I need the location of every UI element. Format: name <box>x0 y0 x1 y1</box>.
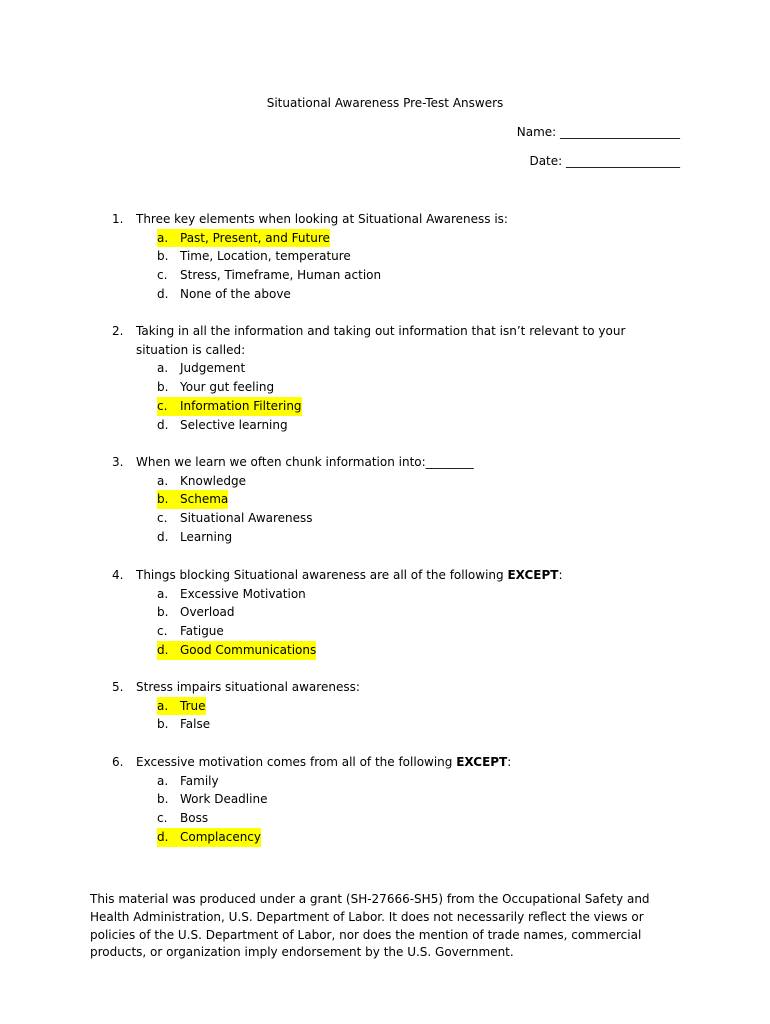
option-letter: c. <box>157 811 168 826</box>
option-letter: b. <box>157 249 169 264</box>
question-2 <box>112 322 672 434</box>
answer-option <box>112 697 672 716</box>
answer-option <box>112 585 672 604</box>
answer-option <box>112 809 672 828</box>
option-text: Work Deadline <box>180 792 268 807</box>
answer-option <box>112 715 672 734</box>
question-text: When we learn we often chunk information into:________ <box>136 455 474 469</box>
question-text-part: : <box>507 755 512 769</box>
option-letter: d. <box>157 641 180 660</box>
question-number: 6. <box>112 755 124 769</box>
answer-option <box>112 266 672 285</box>
option-letter: b. <box>157 380 169 395</box>
answer-option <box>112 416 672 435</box>
option-text: Knowledge <box>180 473 246 488</box>
answer-option <box>112 247 672 266</box>
answer-option <box>112 472 672 491</box>
question-number: 4. <box>112 568 124 582</box>
question-text: Stress impairs situational awareness: <box>136 680 360 694</box>
answer-option <box>112 359 672 378</box>
date-field: Date: ___________________ <box>529 154 680 168</box>
question-number: 3. <box>112 455 124 469</box>
option-text: False <box>180 717 211 732</box>
option-letter: a. <box>157 229 180 248</box>
option-text: Selective learning <box>180 417 288 432</box>
option-letter: d. <box>157 828 180 847</box>
option-text: None of the above <box>180 286 291 301</box>
question-text-part: Things blocking Situational awareness are all of the following <box>136 568 508 582</box>
answer-option <box>112 528 672 547</box>
answer-option <box>112 285 672 304</box>
grant-disclaimer: This material was produced under a grant (SH-27666-SH5) from the Occupational Safety and Health Administration, U.S. Department of Labor. It does not necessarily reflect the views or policies of the U.S. Department of Labor, nor does the mention of trade names, commercial products, or organization imply endorsement by the U.S. Government. <box>90 892 650 960</box>
option-text: Information Filtering <box>180 397 302 416</box>
option-letter: a. <box>157 586 169 601</box>
option-text: Learning <box>180 529 233 544</box>
option-text: Overload <box>180 605 235 620</box>
option-letter: d. <box>157 417 169 432</box>
option-text: Boss <box>180 811 209 826</box>
question-4 <box>112 566 672 660</box>
question-text-part: Excessive motivation comes from all of the following <box>136 755 457 769</box>
option-letter: a. <box>157 473 169 488</box>
option-text: Situational Awareness <box>180 511 313 526</box>
question-text-part: : <box>558 568 563 582</box>
option-text: Good Communications <box>180 641 316 660</box>
option-letter: b. <box>157 490 180 509</box>
question-text <box>136 753 672 772</box>
answer-option <box>112 603 672 622</box>
option-letter: d. <box>157 529 169 544</box>
option-text: Past, Present, and Future <box>180 229 330 248</box>
option-letter: c. <box>157 624 168 639</box>
name-field: Name: ____________________ <box>516 125 680 139</box>
answer-option <box>112 378 672 397</box>
option-text: True <box>180 697 206 716</box>
option-text: Stress, Timeframe, Human action <box>180 268 382 283</box>
option-text: Judgement <box>180 361 246 376</box>
option-text: Complacency <box>180 828 261 847</box>
answer-option <box>112 828 672 847</box>
answer-option <box>112 772 672 791</box>
answer-option <box>112 790 672 809</box>
question-text: Three key elements when looking at Situational Awareness is: <box>136 212 508 226</box>
option-letter: a. <box>157 361 169 376</box>
question-5 <box>112 678 672 734</box>
option-text: Fatigue <box>180 624 224 639</box>
option-text: Family <box>180 773 219 788</box>
question-6 <box>112 753 672 847</box>
option-letter: c. <box>157 268 168 283</box>
question-number: 1. <box>112 212 124 226</box>
option-text: Schema <box>180 490 228 509</box>
question-1 <box>112 210 672 304</box>
question-text <box>136 566 672 585</box>
answer-option <box>112 397 672 416</box>
except-emphasis: EXCEPT <box>507 568 559 582</box>
document-title: Situational Awareness Pre-Test Answers <box>266 96 504 110</box>
option-letter: c. <box>157 511 168 526</box>
answer-option <box>112 641 672 660</box>
option-letter: b. <box>157 792 169 807</box>
option-letter: a. <box>157 773 169 788</box>
option-letter: c. <box>157 397 180 416</box>
answer-option <box>112 229 672 248</box>
question-text: Taking in all the information and taking out information that isn’t relevant to your situation is called: <box>136 324 626 357</box>
answer-option <box>112 490 672 509</box>
question-number: 5. <box>112 680 124 694</box>
except-emphasis: EXCEPT <box>456 755 508 769</box>
option-text: Your gut feeling <box>180 380 275 395</box>
question-number: 2. <box>112 324 124 338</box>
option-text: Time, Location, temperature <box>180 249 351 264</box>
option-letter: d. <box>157 286 169 301</box>
answer-option <box>112 509 672 528</box>
option-letter: b. <box>157 717 169 732</box>
option-letter: b. <box>157 605 169 620</box>
question-3 <box>112 453 672 547</box>
option-letter: a. <box>157 697 180 716</box>
option-text: Excessive Motivation <box>180 586 306 601</box>
answer-option <box>112 622 672 641</box>
